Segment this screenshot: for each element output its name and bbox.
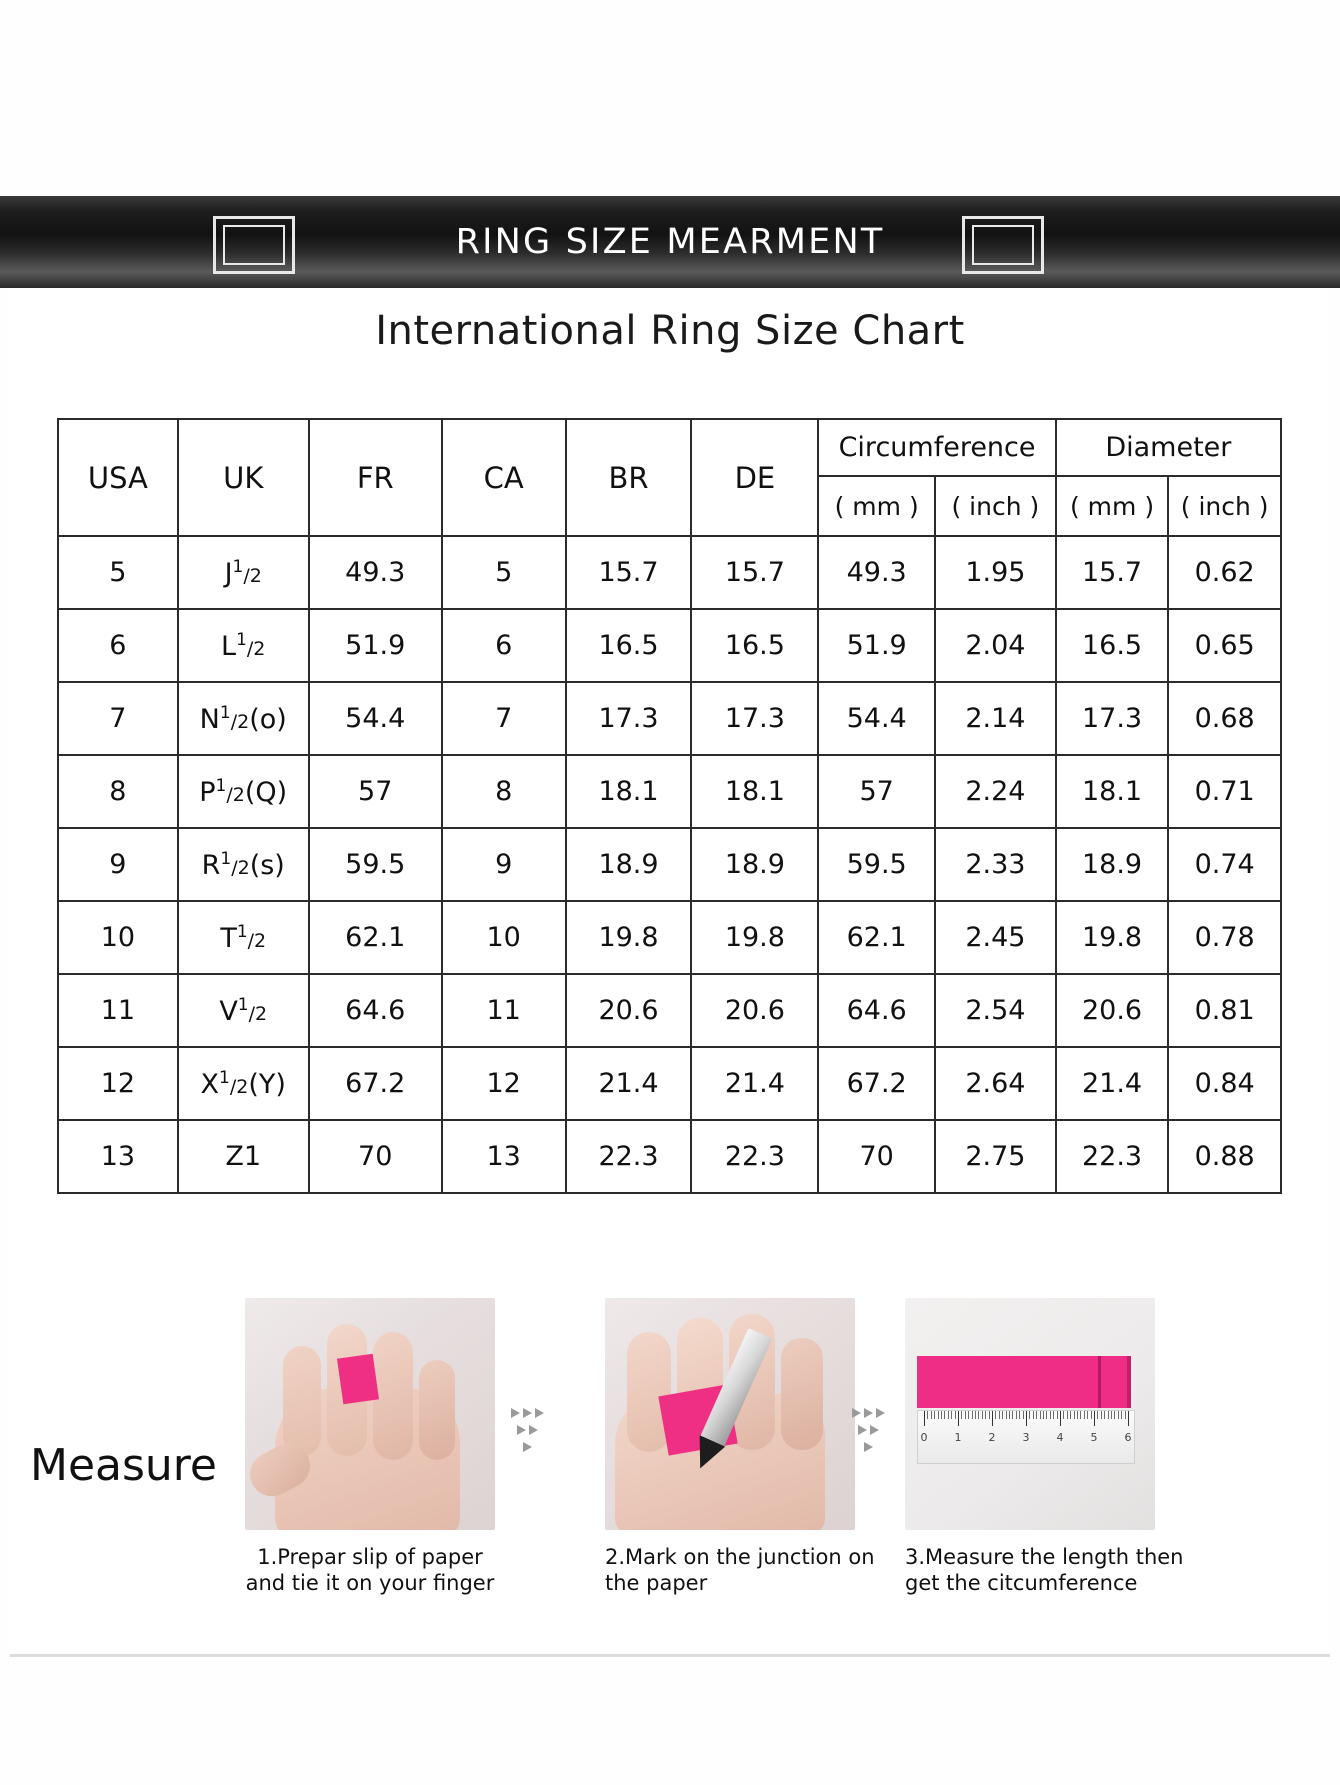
cell-circumference-inch: 2.33 [935, 828, 1056, 901]
cell-diameter-mm: 15.7 [1056, 536, 1169, 609]
cell-circumference-mm: 51.9 [818, 609, 935, 682]
col-group-header-circumference: Circumference [818, 419, 1055, 476]
step-2-caption: 2.Mark on the junction on the paper [605, 1545, 875, 1596]
table-row [58, 974, 1281, 1047]
banner-decoration-left-icon [213, 216, 295, 274]
table-row [58, 609, 1281, 682]
table-row [58, 828, 1281, 901]
table-row [58, 1047, 1281, 1120]
ring-size-table-wrapper [57, 418, 1282, 1194]
cell-usa: 12 [58, 1047, 178, 1120]
cell-ca: 8 [442, 755, 566, 828]
banner-title: RING SIZE MEARMENT [455, 222, 885, 262]
cell-br: 20.6 [566, 974, 692, 1047]
cell-usa: 8 [58, 755, 178, 828]
cell-ca: 10 [442, 901, 566, 974]
cell-circumference-inch: 2.75 [935, 1120, 1056, 1193]
table-row [58, 755, 1281, 828]
cell-ca: 11 [442, 974, 566, 1047]
measure-step-3 [905, 1298, 1184, 1597]
cell-usa: 9 [58, 828, 178, 901]
cell-usa: 6 [58, 609, 178, 682]
cell-circumference-inch: 2.45 [935, 901, 1056, 974]
cell-fr: 49.3 [309, 536, 442, 609]
cell-de: 22.3 [691, 1120, 818, 1193]
cell-diameter-inch: 0.81 [1168, 974, 1281, 1047]
col-group-header-diameter: Diameter [1056, 419, 1281, 476]
cell-circumference-inch: 2.04 [935, 609, 1056, 682]
col-header-uk: UK [178, 419, 309, 536]
cell-ca: 6 [442, 609, 566, 682]
cell-ca: 5 [442, 536, 566, 609]
cell-fr: 67.2 [309, 1047, 442, 1120]
cell-de: 18.9 [691, 828, 818, 901]
table-row [58, 682, 1281, 755]
step-1-caption: 1.Prepar slip of paper and tie it on your finger [245, 1545, 495, 1596]
cell-circumference-mm: 59.5 [818, 828, 935, 901]
cell-diameter-inch: 0.88 [1168, 1120, 1281, 1193]
cell-uk: $T^1/2$ [178, 901, 309, 974]
cell-de: 16.5 [691, 609, 818, 682]
cell-diameter-mm: 18.1 [1056, 755, 1169, 828]
col-header-br: BR [566, 419, 692, 536]
ring-size-table [57, 418, 1282, 1194]
step-arrow-1-icon [507, 1408, 547, 1452]
col-header-usa: USA [58, 419, 178, 536]
cell-br: 18.9 [566, 828, 692, 901]
col-header-de: DE [691, 419, 818, 536]
header-banner [0, 196, 1340, 288]
cell-ca: 7 [442, 682, 566, 755]
cell-circumference-mm: 62.1 [818, 901, 935, 974]
paper-strip-measured-icon [917, 1356, 1131, 1408]
table-body [58, 536, 1281, 1193]
content-card [10, 288, 1330, 1654]
cell-diameter-inch: 0.74 [1168, 828, 1281, 901]
cell-diameter-inch: 0.71 [1168, 755, 1281, 828]
col-header-ca: CA [442, 419, 566, 536]
cell-fr: 57 [309, 755, 442, 828]
ruler-icon [917, 1410, 1135, 1464]
paper-strip-icon [337, 1354, 379, 1405]
cell-fr: 51.9 [309, 609, 442, 682]
cell-de: 19.8 [691, 901, 818, 974]
cell-circumference-inch: 2.24 [935, 755, 1056, 828]
table-header-row-groups [58, 419, 1281, 476]
ruler-ticks [918, 1411, 1134, 1429]
cell-de: 21.4 [691, 1047, 818, 1120]
cell-diameter-inch: 0.68 [1168, 682, 1281, 755]
cell-br: 16.5 [566, 609, 692, 682]
cell-diameter-inch: 0.84 [1168, 1047, 1281, 1120]
cell-br: 15.7 [566, 536, 692, 609]
cell-usa: 5 [58, 536, 178, 609]
cell-circumference-inch: 2.54 [935, 974, 1056, 1047]
cell-fr: 70 [309, 1120, 442, 1193]
cell-fr: 64.6 [309, 974, 442, 1047]
cell-br: 18.1 [566, 755, 692, 828]
cell-de: 18.1 [691, 755, 818, 828]
cell-uk: $L^1/2$ [178, 609, 309, 682]
table-row [58, 1120, 1281, 1193]
cell-uk: $J^1/2$ [178, 536, 309, 609]
page-title: International Ring Size Chart [375, 308, 965, 354]
cell-ca: 13 [442, 1120, 566, 1193]
bottom-divider [10, 1654, 1330, 1657]
cell-circumference-inch: 1.95 [935, 536, 1056, 609]
cell-uk: $N^1/2(o)$ [178, 682, 309, 755]
cell-usa: 11 [58, 974, 178, 1047]
col-header-circumference-inch: ( inch ) [935, 476, 1056, 536]
cell-diameter-inch: 0.65 [1168, 609, 1281, 682]
step-3-image [905, 1298, 1155, 1530]
cell-circumference-mm: 49.3 [818, 536, 935, 609]
cell-uk: $P^1/2(Q)$ [178, 755, 309, 828]
measure-instructions [10, 1288, 1330, 1648]
cell-circumference-mm: 64.6 [818, 974, 935, 1047]
cell-diameter-inch: 0.62 [1168, 536, 1281, 609]
cell-ca: 12 [442, 1047, 566, 1120]
cell-diameter-mm: 20.6 [1056, 974, 1169, 1047]
cell-usa: 7 [58, 682, 178, 755]
cell-diameter-mm: 17.3 [1056, 682, 1169, 755]
step-arrow-2-icon [848, 1408, 888, 1452]
cell-fr: 54.4 [309, 682, 442, 755]
measure-step-2 [605, 1298, 875, 1597]
cell-diameter-inch: 0.78 [1168, 901, 1281, 974]
cell-circumference-inch: 2.14 [935, 682, 1056, 755]
cell-fr: 59.5 [309, 828, 442, 901]
cell-uk: $R^1/2(s)$ [178, 828, 309, 901]
table-row [58, 901, 1281, 974]
measure-step-1 [245, 1298, 495, 1597]
measure-label: Measure [30, 1440, 217, 1491]
step-3-caption: 3.Measure the length then get the citcumference [905, 1545, 1184, 1596]
cell-fr: 62.1 [309, 901, 442, 974]
cell-diameter-mm: 18.9 [1056, 828, 1169, 901]
cell-diameter-mm: 22.3 [1056, 1120, 1169, 1193]
cell-uk: Z1 [178, 1120, 309, 1193]
banner-decoration-right-icon [962, 216, 1044, 274]
cell-circumference-inch: 2.64 [935, 1047, 1056, 1120]
cell-circumference-mm: 54.4 [818, 682, 935, 755]
cell-br: 17.3 [566, 682, 692, 755]
ruler-numbers: 0 1 2 3 4 5 6 [920, 1431, 1132, 1444]
table-row [58, 536, 1281, 609]
col-header-diameter-mm: ( mm ) [1056, 476, 1169, 536]
cell-diameter-mm: 19.8 [1056, 901, 1169, 974]
cell-de: 15.7 [691, 536, 818, 609]
cell-ca: 9 [442, 828, 566, 901]
cell-usa: 13 [58, 1120, 178, 1193]
cell-br: 19.8 [566, 901, 692, 974]
cell-circumference-mm: 70 [818, 1120, 935, 1193]
cell-uk: $X^1/2(Y)$ [178, 1047, 309, 1120]
cell-diameter-mm: 16.5 [1056, 609, 1169, 682]
cell-de: 17.3 [691, 682, 818, 755]
col-header-fr: FR [309, 419, 442, 536]
cell-circumference-mm: 57 [818, 755, 935, 828]
cell-br: 21.4 [566, 1047, 692, 1120]
cell-usa: 10 [58, 901, 178, 974]
cell-diameter-mm: 21.4 [1056, 1047, 1169, 1120]
cell-uk: $V^1/2$ [178, 974, 309, 1047]
step-1-image [245, 1298, 495, 1530]
cell-circumference-mm: 67.2 [818, 1047, 935, 1120]
col-header-circumference-mm: ( mm ) [818, 476, 935, 536]
cell-br: 22.3 [566, 1120, 692, 1193]
cell-de: 20.6 [691, 974, 818, 1047]
col-header-diameter-inch: ( inch ) [1168, 476, 1281, 536]
step-2-image [605, 1298, 855, 1530]
